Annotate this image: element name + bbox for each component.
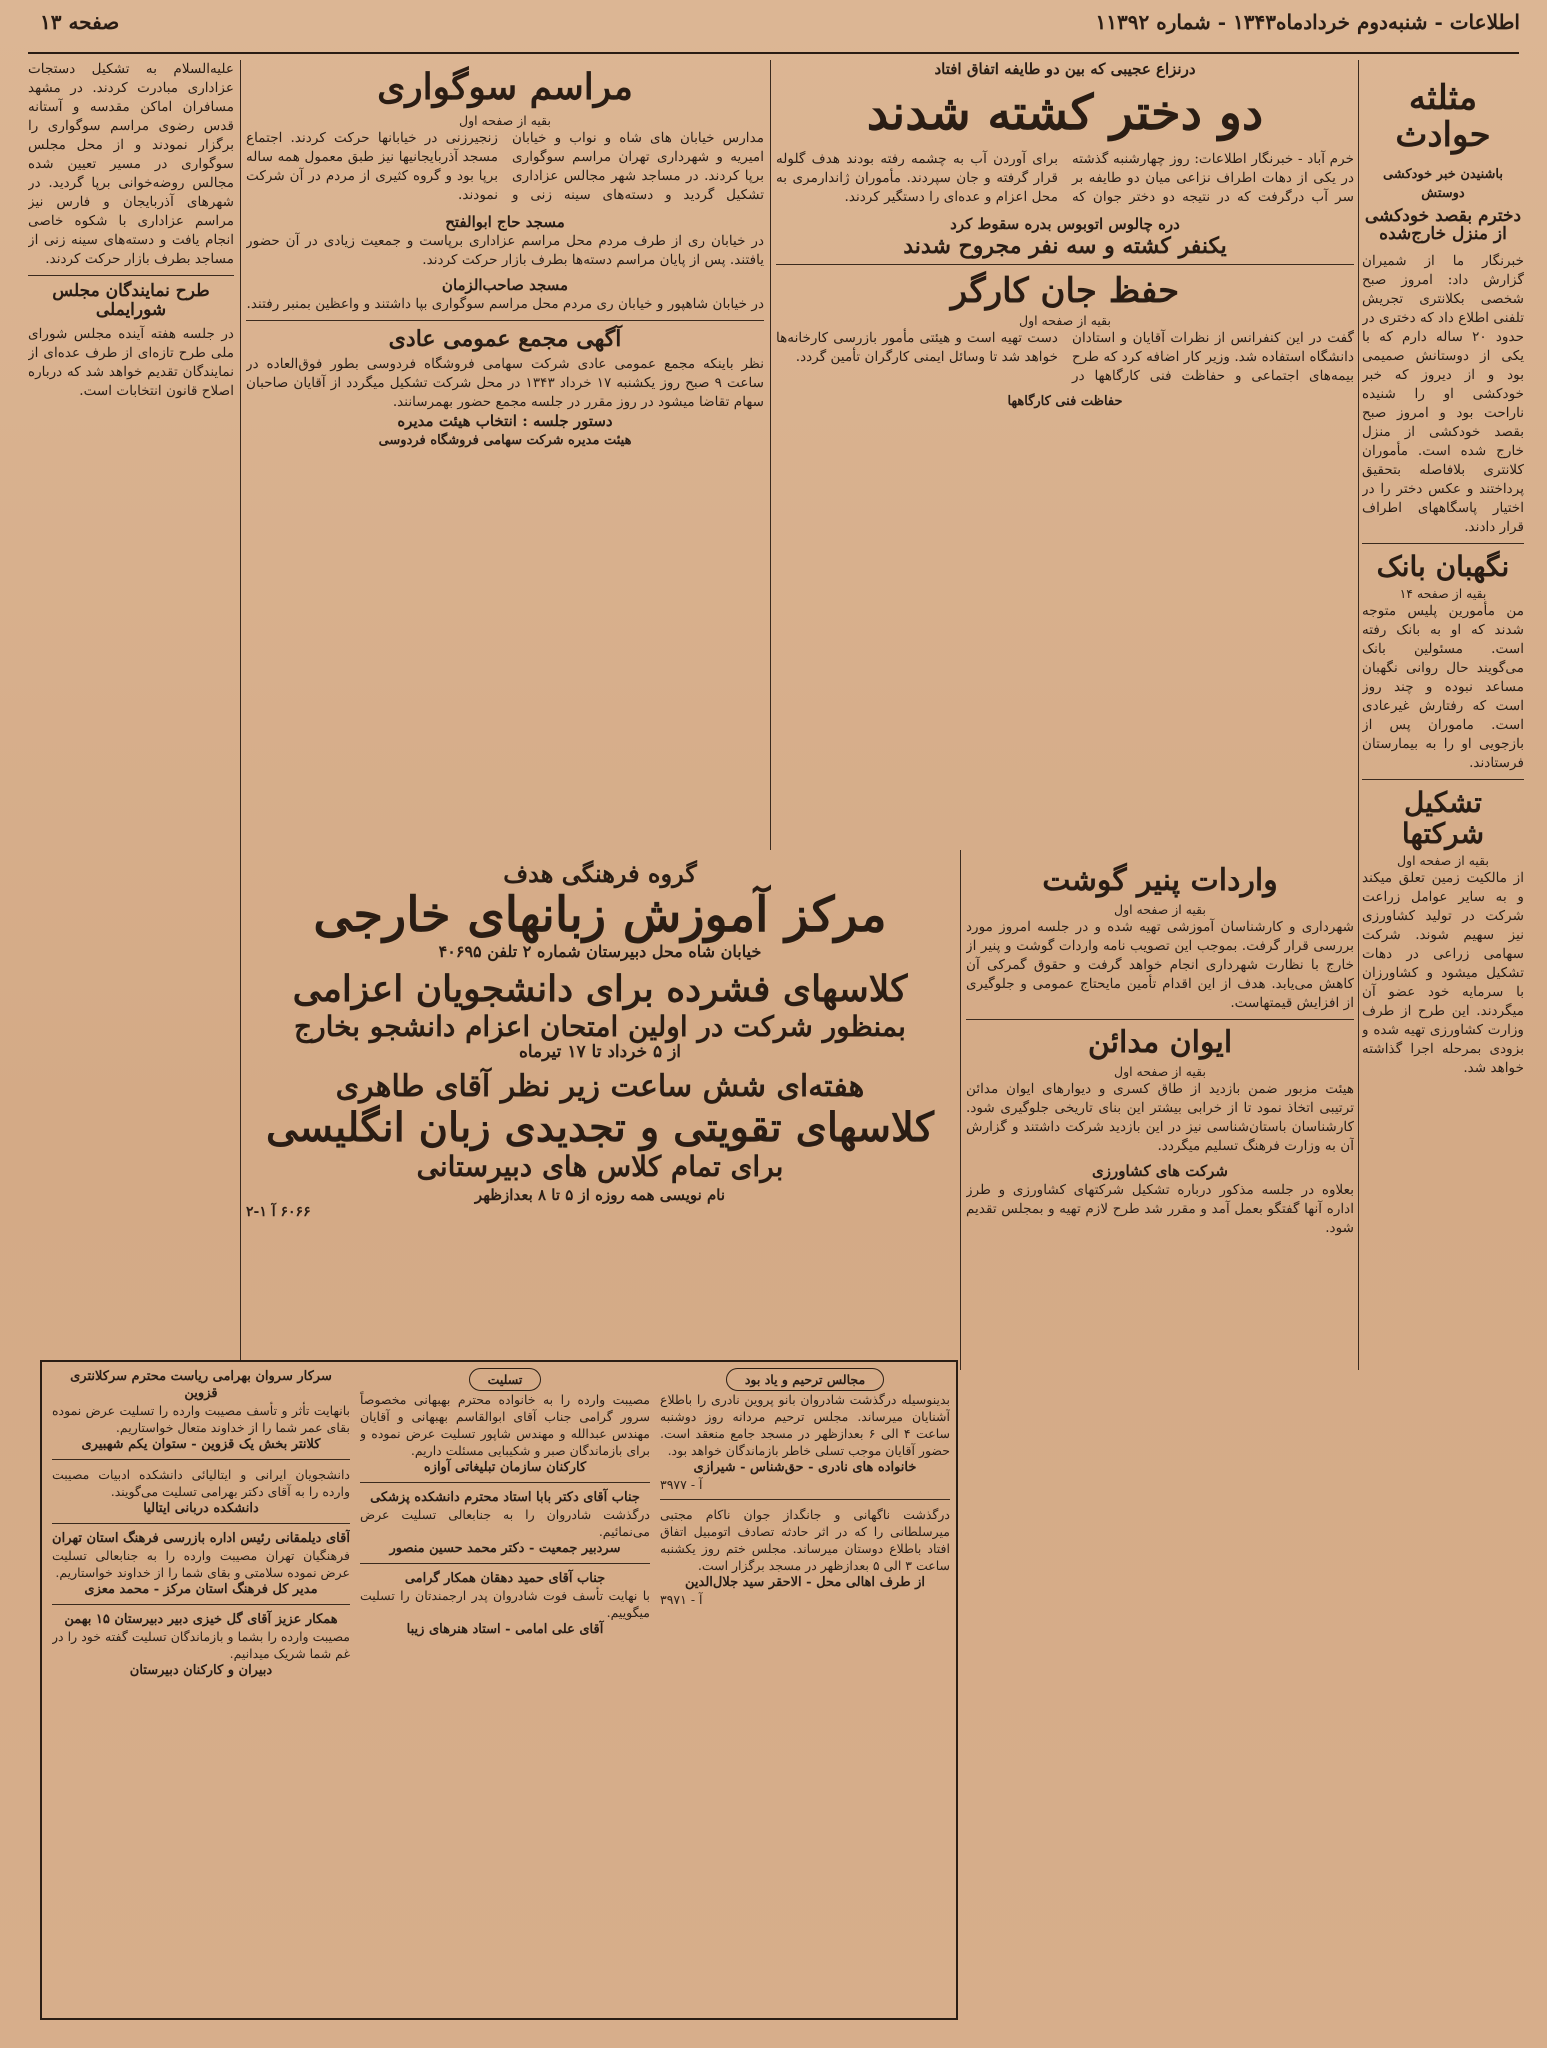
article-body: مدارس خیابان های شاه و نواب و خیابان امیریه و شهرداری تهران مراسم سوگواری برپا کردند. در مساجد شهر مجالس عزاداری تشکیل گردید و دسته‌های سینه زنی و زنجیرزنی در خیابانها حرکت کردند. اجتماع مسجد آذربایجانیها نیز طبق معمول همه ساله برپا بود و گروه کثیری از مردم در آن شرکت نمودند. — [246, 129, 764, 203]
box-body: مصیبت وارده را بشما و بازماندگان تسلیت گفته خود را در غم شما شریک میدانیم. — [52, 1629, 350, 1661]
article-title: نگهبان بانک — [1376, 550, 1510, 584]
notice-title: آگهی مجمع عمومی عادی — [388, 325, 622, 352]
kicker: بقیه از صفحه اول — [1113, 902, 1206, 917]
section-title: مثلثه حوادث — [1395, 78, 1491, 156]
sub-heading: شرکت های کشاورزی — [1092, 1162, 1228, 1180]
rule-3 — [240, 60, 241, 1360]
ad-org: گروه فرهنگی هدف — [503, 860, 697, 888]
kicker: بقیه از صفحه اول — [1018, 313, 1111, 329]
box-signature: خانواده های نادری - حق‌شناس - شیرازی — [693, 1460, 917, 1475]
notice-signature: هیئت مدیره شرکت سهامی فروشگاه فردوسی — [378, 432, 632, 448]
sub-heading: مسجد حاج ابوالفتح — [445, 212, 565, 231]
article-body: در جلسه هفته آینده مجلس شورای ملی طرح تازه‌ای از طرف عده‌ای از نمایندگان تقدیم خواهد شد که درباره اصلاح قانون انتخابات است. — [28, 326, 234, 400]
box-title: آقای دیلمقانی رئیس اداره بازرسی فرهنگ استان تهران — [52, 1531, 350, 1546]
kicker: باشنیدن خبر خودکشی دوستش — [1382, 166, 1504, 201]
ad-line: بمنظور شرکت در اولین امتحان اعزام دانشجو بخارج — [294, 1009, 906, 1043]
ad-line: هفته‌ای شش ساعت زیر نظر آقای طاهری — [335, 1069, 865, 1105]
kicker: دره چالوس اتوبوس بدره سقوط کرد — [950, 214, 1180, 233]
box-title: جناب آقای حمید دهقان همکار گرامی — [404, 1571, 606, 1586]
article-title: ایوان مدائن — [1087, 1025, 1233, 1060]
box-signature: دبیران و کارکنان دبیرستان — [129, 1663, 273, 1678]
article-title: حفظ جان کارگر — [950, 270, 1180, 311]
headline: دو دختر کشته شدند — [866, 85, 1264, 141]
box-title: سرکار سروان بهرامی ریاست محترم سرکلانتری قزوین — [70, 1369, 332, 1401]
article-title: تشکیل شرکتها — [1401, 785, 1485, 850]
masthead-rule — [28, 52, 1519, 54]
article-body: شهرداری و کارشناسان آموزشی تهیه شده و در جلسه امروز مورد بررسی قرار گرفت. بموجب این تصویب نامه واردات گوشت و پنیر از خارج با نظارت شهرداری انجام خواهد گرفت و حقوق گمرکی آن کاهش می‌یابد. هدف از این اقدام تأمین مایحتاج عمومی و جلوگیری از افزایش قیمتهاست. — [966, 919, 1354, 1011]
box-title: تسلیت — [469, 1368, 542, 1391]
rule-2 — [770, 60, 771, 850]
masthead-date: اطلاعات - شنبه‌دوم خردادماه۱۳۴۳ - شماره ۱۱۳۹۲ — [1095, 10, 1520, 34]
box-code: آ - ۳۹۷۱ — [660, 1592, 703, 1607]
signature: حفاظت فنی کارگاهها — [1007, 394, 1123, 410]
box-signature: کلانتر بخش یک قزوین - ستوان یکم شهبیری — [81, 1437, 321, 1452]
box-memorial — [660, 1368, 950, 2008]
column-right — [1362, 60, 1524, 1360]
condolences-block — [40, 1360, 958, 2020]
box-title: همکار عزیز آقای گل خیزی دبیر دبیرستان ۱۵ بهمن — [64, 1612, 338, 1627]
ad-title: مرکز آموزش زبانهای خارجی — [313, 886, 887, 943]
box-body: بانهایت تأثر و تأسف مصیبت وارده را تسلیت عرض نموده بقای عمر شما را از خداوند متعال خواستاریم. — [52, 1403, 350, 1435]
article-body: در خیابان ری از طرف مردم محل مراسم عزاداری برپاست و جمعیت زیادی در آن حضور یافتند. پس از پایان مراسم دسته‌ها بطرف بازار حرکت کردند. — [246, 232, 764, 268]
box-body: دانشجویان ایرانی و ایتالیائی دانشکده ادبیات مصیبت وارده را به آقای دکتر بهرامی تسلیت می‌گویند. — [52, 1467, 350, 1499]
box-body: فرهنگیان تهران مصیبت وارده را به جنابعالی تسلیت عرض نموده سلامتی و بقای شما را از خداوند خواستاریم. — [52, 1548, 350, 1580]
ad-language-school — [246, 860, 954, 1360]
box-signature: مدیر کل فرهنگ استان مرکز - محمد معزی — [84, 1582, 318, 1597]
box-signature: از طرف اهالی محل - الاحقر سید جلال‌الدین — [685, 1575, 925, 1590]
article-title: واردات پنیر گوشت — [1042, 863, 1278, 898]
column-sub — [966, 860, 1354, 1360]
ad-line: کلاسهای فشرده برای دانشجویان اعزامی — [292, 968, 908, 1011]
kicker: بقیه از صفحه اول — [1113, 1064, 1206, 1079]
article-body: خبرنگار ما از شمیران گزارش داد: امروز صبح شخصی بکلانتری تجریش تلفنی اطلاع داد که دختری در حدود ۲۰ ساله دارم که با یکی از دوستانش صمیمی بود و از دیروز که خبر خودکشی او را شنیده ناراحت بود و امروز صبح بقصد خودکشی از منزل خارج شده است. مأموران کلانتری بلافاصله بتحقیق پرداختند و عکس دختر را در اختیار پاسگاههای اطراف قرار دادند. — [1362, 253, 1524, 536]
kicker: بقیه از صفحه اول — [1396, 852, 1489, 868]
ad-code: ۶۰۶۶ آ ۱-۲ — [246, 1204, 311, 1221]
box-title: مجالس ترحیم و یاد بود — [726, 1368, 884, 1391]
box-signature: آقای علی امامی - استاد هنرهای زیبا — [406, 1622, 604, 1637]
box-signature: کارکنان سازمان تبلیغاتی آوازه — [423, 1460, 587, 1475]
headline: مراسم سوگواری — [377, 66, 633, 108]
ad-line: کلاسهای تقویتی و تجدیدی زبان انگلیسی — [266, 1103, 934, 1151]
page-number: صفحه ۱۳ — [40, 10, 120, 34]
column-left — [28, 60, 234, 1360]
rule-4 — [960, 850, 961, 1370]
column-mid — [776, 60, 1354, 850]
box-signature: سردبیر جمعیت - دکتر محمد حسین منصور — [389, 1541, 621, 1556]
rule-1 — [1358, 60, 1359, 1370]
column-mourning — [246, 60, 764, 850]
sub-heading: مسجد صاحب‌الزمان — [441, 275, 569, 294]
article-body: علیه‌السلام به تشکیل دستجات عزاداری مبادرت کردند. در مشهد مسافران اماکن مقدسه و آستانه قدس رضوی مراسم سوگواری را برگزار نمودند و از محل مجلس سوگواری در مسیر تعیین شده مجالس روضه‌خوانی برپا گردید. در شهرهای آذربایجان و فارس نیز مراسم عزاداری با شکوه خاصی انجام یافت و دسته‌های سینه زنی از مساجد بطرف بازار حرکت کردند. — [28, 61, 234, 267]
box-body: با نهایت تأسف فوت شادروان پدر ارجمندتان را تسلیت میگوییم. — [360, 1588, 650, 1620]
ad-footer: نام نویسی همه روزه از ۵ تا ۸ بعدازظهر — [474, 1185, 726, 1204]
notice-body: نظر باینکه مجمع عمومی عادی شرکت سهامی فروشگاه فردوسی بطور فوق‌العاده در ساعت ۹ صبح روز یکشنبه ۱۷ خرداد ۱۳۴۳ در محل شرکت تشکیل میگردد از آقایان صاحبان سهام تقاضا میشود در روز مقرر در جلسه مجمع حضور بهمرسانند. — [246, 355, 764, 410]
ad-line: برای تمام کلاس های دبیرستانی — [416, 1149, 784, 1183]
box-signature: دانشکده دربانی ایتالیا — [143, 1501, 259, 1516]
article-body: خرم آباد - خبرنگار اطلاعات: روز چهارشنبه گذشته در یکی از دهات اطراف نزاعی میان دو طایفه بر سر آب درگرفت که در نتیجه دو دختر جوان که برای آوردن آب به چشمه رفته بودند هدف گلوله قرار گرفته و جان سپردند. مأموران ژاندارمری به محل اعزام و عده‌ای را دستگیر کردند. — [776, 150, 1354, 205]
box-condolence — [52, 1368, 350, 2008]
article-body: هیئت مزبور ضمن بازدید از طاق کسری و دیوارهای ایوان مدائن ترتیبی اتخاذ نمود تا از خرابی بیشتر این بنای تاریخی جلوگیری شود. کارشناسان باستان‌شناسی نیز در این بازدید شرکت داشتند و گزارش آن به وزارت فرهنگ تسلیم میگردد. — [966, 1081, 1354, 1154]
box-title: جناب آقای دکتر بابا استاد محترم دانشکده پزشکی — [370, 1490, 640, 1505]
article-body: گفت در این کنفرانس از نظرات آقایان و استادان دانشگاه استفاده شد. وزیر کار اضافه کرد که طرح بیمه‌های اجتماعی و حفاظت فنی کارگاهها در دست تهیه است و هیئتی مأمور بازرسی کارخانه‌ها خواهد شد تا وسائل ایمنی کارگران تأمین گردد. — [776, 330, 1354, 385]
article-title: طرح نمایندگان مجلس شورایملی — [52, 281, 210, 320]
article-body: از مالکیت زمین تعلق میکند و به سایر عوامل زراعت شرکت در تولید کشاورزی نیز سهیم شوند. شرکت سهامی زراعی در دهات تشکیل میشود و کشاورزان با سرمایه خود عضو آن میگردند. این طرح از طرف وزارت کشاورزی تهیه شده و بزودی بمرحله اجرا گذاشته خواهد شد. — [1362, 869, 1524, 1076]
box-body: بدینوسیله درگذشت شادروان بانو پروین نادری را باطلاع آشنایان میرساند. مجلس ترحیم مردانه روز دوشنبه ساعت ۴ الی ۶ بعدازظهر در مسجد جامع منعقد است. حضور آقایان موجب تسلی خاطر بازماندگان خواهد بود. — [660, 1392, 950, 1458]
box-code: آ - ۳۹۷۷ — [660, 1477, 703, 1492]
box-body: درگذشت شادروان را به جنابعالی تسلیت عرض می‌نمائیم. — [360, 1507, 650, 1539]
headline: دخترم بقصد خودکشی از منزل خارج‌شده — [1364, 205, 1522, 245]
kicker: بقیه از صفحه اول — [458, 112, 551, 128]
ad-address: خیابان شاه محل دبیرستان شماره ۲ تلفن ۴۰۶۹۵ — [438, 941, 762, 961]
notice-agenda: دستور جلسه : انتخاب هیئت مدیره — [397, 411, 613, 430]
box-body: درگذشت ناگهانی و جانگداز جوان ناکام مجتبی میرسلطانی را که در اثر حادثه تصادف اتومبیل اتفاق افتاد باطلاع دوستان میرساند. مجلس ختم روز یکشنبه ساعت ۳ الی ۵ بعدازظهر در مسجد برگزار است. — [660, 1507, 950, 1573]
article-body: در خیابان شاهپور و خیابان ری مردم محل مراسم سوگواری بپا داشتند و واعظین بمنبر رفتند. — [246, 295, 764, 312]
box-condolence — [360, 1368, 650, 2008]
kicker: درنزاع عجیبی که بین دو طایفه اتفاق افتاد — [934, 60, 1196, 78]
headline: یکنفر کشته و سه نفر مجروح شدند — [903, 232, 1227, 259]
article-body: من مأمورین پلیس متوجه شدند که او به بانک رفته است. مسئولین بانک می‌گویند حال روانی نگهبان مساعد نبوده و چند روز است که رفتارش غیرعادی است. ماموران پس از بازجویی او را به بیمارستان فرستادند. — [1362, 602, 1524, 771]
kicker: بقیه از صفحه ۱۴ — [1399, 585, 1487, 601]
ad-dates: از ۵ خرداد تا ۱۷ تیرماه — [518, 1041, 682, 1062]
article-body: بعلاوه در جلسه مذکور درباره تشکیل شرکتهای کشاورزی و طرز اداره آنها گفتگو بعمل آمد و مقرر شد طرح لازم تهیه و بمجلس تقدیم شود. — [966, 1182, 1354, 1236]
box-body: مصیبت وارده را به خانواده محترم بهبهانی مخصوصاً سرور گرامی جناب آقای ابوالقاسم بهبهانی و آقایان مهندس عبدالله و مهندس شاپور تسلیت عرض نموده و برای بازماندگان صبر و شکیبایی مسئلت داریم. — [360, 1392, 650, 1458]
